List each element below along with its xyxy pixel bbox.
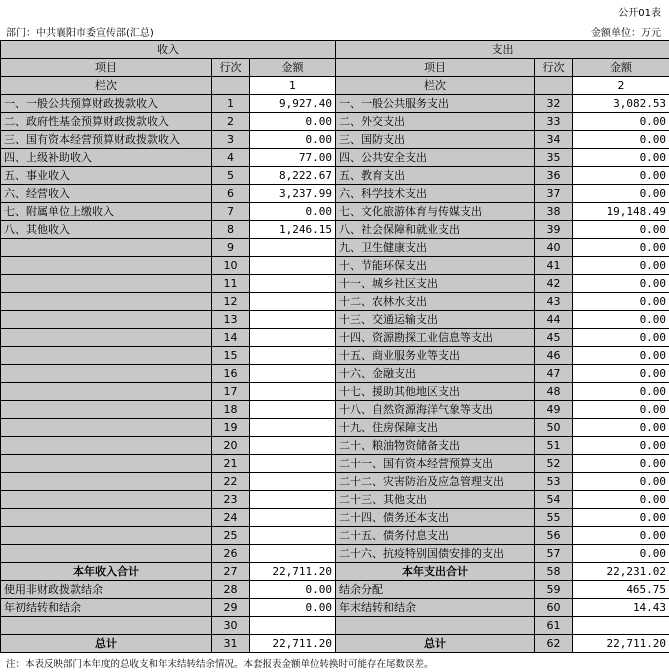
income-amount	[250, 365, 336, 383]
income-item	[1, 437, 212, 455]
income-row-no: 29	[212, 599, 250, 617]
expense-amount: 3,082.53	[573, 95, 669, 113]
expense-item: 三、国防支出	[336, 131, 535, 149]
income-amount	[250, 419, 336, 437]
income-item: 五、事业收入	[1, 167, 212, 185]
table-row	[1, 491, 669, 509]
income-amount: 77.00	[250, 149, 336, 167]
expense-item: 十五、商业服务业等支出	[336, 347, 535, 365]
income-row-no: 26	[212, 545, 250, 563]
income-item	[1, 545, 212, 563]
unit-label: 金额单位：万元	[591, 28, 661, 39]
expense-row-no: 41	[535, 257, 573, 275]
expense-item: 二十五、债务付息支出	[336, 527, 535, 545]
income-item	[1, 275, 212, 293]
expense-row-no: 60	[535, 599, 573, 617]
income-item	[1, 491, 212, 509]
expense-amount: 0.00	[573, 257, 669, 275]
expense-amount: 0.00	[573, 275, 669, 293]
income-row-no: 8	[212, 221, 250, 239]
expense-amount: 0.00	[573, 401, 669, 419]
expense-row-no: 35	[535, 149, 573, 167]
income-amount: 0.00	[250, 581, 336, 599]
table-row	[1, 365, 669, 383]
expense-item: 一、一般公共服务支出	[336, 95, 535, 113]
income-row-no: 24	[212, 509, 250, 527]
income-amount: 0.00	[250, 113, 336, 131]
income-row-no: 22	[212, 473, 250, 491]
income-item	[1, 347, 212, 365]
income-amount	[250, 545, 336, 563]
expense-amount: 0.00	[573, 419, 669, 437]
income-amount	[250, 257, 336, 275]
income-item: 年初结转和结余	[1, 599, 212, 617]
table-row	[1, 473, 669, 491]
expense-amount: 0.00	[573, 329, 669, 347]
table-row	[1, 167, 669, 185]
expense-amount: 0.00	[573, 473, 669, 491]
income-row-no: 25	[212, 527, 250, 545]
expense-amount: 0.00	[573, 185, 669, 203]
income-header: 收入	[1, 41, 336, 59]
form-code-row	[0, 0, 669, 22]
income-item	[1, 527, 212, 545]
income-item	[1, 329, 212, 347]
income-col-empty	[212, 77, 250, 95]
expense-row-no: 56	[535, 527, 573, 545]
income-row-no: 17	[212, 383, 250, 401]
income-amount: 0.00	[250, 131, 336, 149]
income-amount	[250, 509, 336, 527]
expense-row-no: 53	[535, 473, 573, 491]
expense-item: 七、文化旅游体育与传媒支出	[336, 203, 535, 221]
income-amount	[250, 347, 336, 365]
expense-row-no: 54	[535, 491, 573, 509]
expense-amount: 465.75	[573, 581, 669, 599]
table-row	[1, 221, 669, 239]
income-item	[1, 455, 212, 473]
expense-item-header: 项目	[336, 59, 535, 77]
income-amount	[250, 437, 336, 455]
table-row	[1, 203, 669, 221]
expense-header: 支出	[336, 41, 669, 59]
income-amount	[250, 311, 336, 329]
expense-item: 五、教育支出	[336, 167, 535, 185]
table-row	[1, 617, 669, 635]
income-row-no: 5	[212, 167, 250, 185]
table-row	[1, 239, 669, 257]
income-row-no: 2	[212, 113, 250, 131]
expense-row-no: 34	[535, 131, 573, 149]
expense-row-no: 48	[535, 383, 573, 401]
expense-item: 年末结转和结余	[336, 599, 535, 617]
expense-amount: 0.00	[573, 347, 669, 365]
expense-amount: 0.00	[573, 311, 669, 329]
income-item	[1, 239, 212, 257]
income-item	[1, 293, 212, 311]
table-row	[1, 527, 669, 545]
expense-amount: 0.00	[573, 437, 669, 455]
table-row	[1, 95, 669, 113]
expense-col-empty	[535, 77, 573, 95]
income-item: 本年收入合计	[1, 563, 212, 581]
section-header-row	[1, 41, 669, 59]
income-item: 二、政府性基金预算财政拨款收入	[1, 113, 212, 131]
expense-row-no: 62	[535, 635, 573, 653]
expense-row-no: 57	[535, 545, 573, 563]
income-row-no: 6	[212, 185, 250, 203]
income-item: 一、一般公共预算财政拨款收入	[1, 95, 212, 113]
income-col-number: 1	[250, 77, 336, 95]
table-row	[1, 455, 669, 473]
expense-amount: 14.43	[573, 599, 669, 617]
table-row	[1, 293, 669, 311]
expense-amount: 22,231.02	[573, 563, 669, 581]
meta-row	[0, 22, 669, 40]
income-item	[1, 473, 212, 491]
expense-row-no: 38	[535, 203, 573, 221]
table-row	[1, 419, 669, 437]
expense-amount: 0.00	[573, 131, 669, 149]
expense-row-no: 37	[535, 185, 573, 203]
income-col-label: 栏次	[1, 77, 212, 95]
expense-amount: 0.00	[573, 113, 669, 131]
grand-total-row	[1, 635, 669, 653]
expense-row-no: 58	[535, 563, 573, 581]
expense-item: 十七、援助其他地区支出	[336, 383, 535, 401]
income-item	[1, 257, 212, 275]
table-row	[1, 149, 669, 167]
income-amount: 9,927.40	[250, 95, 336, 113]
table-row	[1, 185, 669, 203]
income-row-no: 1	[212, 95, 250, 113]
expense-item: 六、科学技术支出	[336, 185, 535, 203]
income-row-no: 28	[212, 581, 250, 599]
income-item: 六、经营收入	[1, 185, 212, 203]
income-amount: 22,711.20	[250, 563, 336, 581]
expense-item: 十九、住房保障支出	[336, 419, 535, 437]
expense-amount: 0.00	[573, 149, 669, 167]
expense-amount: 0.00	[573, 365, 669, 383]
income-amount: 8,222.67	[250, 167, 336, 185]
table-row	[1, 347, 669, 365]
income-row-no: 10	[212, 257, 250, 275]
income-row-no: 9	[212, 239, 250, 257]
income-row-no: 16	[212, 365, 250, 383]
income-row-no: 30	[212, 617, 250, 635]
expense-amount: 0.00	[573, 455, 669, 473]
expense-item: 十六、金融支出	[336, 365, 535, 383]
income-row-no: 4	[212, 149, 250, 167]
expense-row-no: 40	[535, 239, 573, 257]
income-amount	[250, 527, 336, 545]
expense-row-no: 46	[535, 347, 573, 365]
expense-item: 十八、自然资源海洋气象等支出	[336, 401, 535, 419]
department-label: 部门：中共襄阳市委宣传部(汇总)	[6, 28, 154, 39]
income-amount	[250, 455, 336, 473]
expense-item: 二十四、债务还本支出	[336, 509, 535, 527]
income-item: 三、国有资本经营预算财政拨款收入	[1, 131, 212, 149]
expense-amount: 19,148.49	[573, 203, 669, 221]
expense-item: 十一、城乡社区支出	[336, 275, 535, 293]
table-row	[1, 383, 669, 401]
income-row-no: 12	[212, 293, 250, 311]
expense-row-no: 50	[535, 419, 573, 437]
expense-item	[336, 617, 535, 635]
income-rowno-header: 行次	[212, 59, 250, 77]
income-amount: 1,246.15	[250, 221, 336, 239]
expense-amount: 0.00	[573, 239, 669, 257]
expense-amount: 0.00	[573, 167, 669, 185]
income-amount	[250, 473, 336, 491]
income-item-header: 项目	[1, 59, 212, 77]
income-item	[1, 509, 212, 527]
expense-row-no: 47	[535, 365, 573, 383]
income-row-no: 19	[212, 419, 250, 437]
expense-row-no: 51	[535, 437, 573, 455]
expense-col-label: 栏次	[336, 77, 535, 95]
table-row	[1, 509, 669, 527]
expense-item: 二十一、国有资本经营预算支出	[336, 455, 535, 473]
income-amount	[250, 491, 336, 509]
table-row	[1, 275, 669, 293]
income-row-no: 7	[212, 203, 250, 221]
income-amount	[250, 383, 336, 401]
table-row	[1, 113, 669, 131]
income-amount	[250, 239, 336, 257]
income-row-no: 21	[212, 455, 250, 473]
form-code: 公开01表	[618, 8, 661, 19]
income-item: 使用非财政拨款结余	[1, 581, 212, 599]
expense-amount	[573, 617, 669, 635]
income-row-no: 14	[212, 329, 250, 347]
income-row-no: 20	[212, 437, 250, 455]
expense-row-no: 32	[535, 95, 573, 113]
expense-item: 二、外交支出	[336, 113, 535, 131]
income-item: 八、其他收入	[1, 221, 212, 239]
expense-item: 结余分配	[336, 581, 535, 599]
table-row	[1, 545, 669, 563]
expense-item: 十三、交通运输支出	[336, 311, 535, 329]
income-amount: 0.00	[250, 599, 336, 617]
income-item	[1, 617, 212, 635]
expense-item: 十四、资源勘探工业信息等支出	[336, 329, 535, 347]
expense-item: 二十六、抗疫特别国债安排的支出	[336, 545, 535, 563]
expense-item: 九、卫生健康支出	[336, 239, 535, 257]
expense-row-no: 36	[535, 167, 573, 185]
income-item	[1, 383, 212, 401]
expense-col-number: 2	[573, 77, 669, 95]
table-row	[1, 581, 669, 599]
expense-amount: 0.00	[573, 383, 669, 401]
income-item: 四、上级补助收入	[1, 149, 212, 167]
column-header-row	[1, 59, 669, 77]
expense-item: 二十二、灾害防治及应急管理支出	[336, 473, 535, 491]
income-row-no: 11	[212, 275, 250, 293]
expense-item: 十、节能环保支出	[336, 257, 535, 275]
expense-amount: 22,711.20	[573, 635, 669, 653]
income-row-no: 3	[212, 131, 250, 149]
income-amount	[250, 617, 336, 635]
expense-row-no: 39	[535, 221, 573, 239]
income-item	[1, 419, 212, 437]
income-amount	[250, 293, 336, 311]
expense-rowno-header: 行次	[535, 59, 573, 77]
income-item	[1, 401, 212, 419]
expense-row-no: 52	[535, 455, 573, 473]
expense-item: 总计	[336, 635, 535, 653]
expense-item: 二十三、其他支出	[336, 491, 535, 509]
footnote: 注：本表反映部门本年度的总收支和年末结转结余情况。本套报表金额单位转换时可能存在尾数误差。	[6, 659, 434, 670]
expense-item: 八、社会保障和就业支出	[336, 221, 535, 239]
table-row	[1, 329, 669, 347]
expense-row-no: 33	[535, 113, 573, 131]
expense-amount: 0.00	[573, 527, 669, 545]
expense-row-no: 42	[535, 275, 573, 293]
income-row-no: 31	[212, 635, 250, 653]
year-total-row	[1, 563, 669, 581]
income-amount: 0.00	[250, 203, 336, 221]
income-amount	[250, 329, 336, 347]
income-row-no: 27	[212, 563, 250, 581]
income-row-no: 18	[212, 401, 250, 419]
expense-amount: 0.00	[573, 293, 669, 311]
expense-row-no: 49	[535, 401, 573, 419]
expense-amount: 0.00	[573, 545, 669, 563]
income-row-no: 15	[212, 347, 250, 365]
income-amount: 22,711.20	[250, 635, 336, 653]
expense-item: 十二、农林水支出	[336, 293, 535, 311]
expense-amount: 0.00	[573, 509, 669, 527]
expense-row-no: 45	[535, 329, 573, 347]
expense-row-no: 44	[535, 311, 573, 329]
income-amount	[250, 275, 336, 293]
expense-row-no: 61	[535, 617, 573, 635]
table-row	[1, 401, 669, 419]
income-item: 总计	[1, 635, 212, 653]
income-amount: 3,237.99	[250, 185, 336, 203]
income-expense-table	[0, 40, 669, 653]
expense-item: 四、公共安全支出	[336, 149, 535, 167]
table-row	[1, 131, 669, 149]
income-item: 七、附属单位上缴收入	[1, 203, 212, 221]
income-amount-header: 金额	[250, 59, 336, 77]
expense-amount-header: 金额	[573, 59, 669, 77]
expense-item: 二十、粮油物资储备支出	[336, 437, 535, 455]
expense-amount: 0.00	[573, 221, 669, 239]
expense-row-no: 55	[535, 509, 573, 527]
table-row	[1, 437, 669, 455]
expense-row-no: 59	[535, 581, 573, 599]
income-row-no: 13	[212, 311, 250, 329]
expense-item: 本年支出合计	[336, 563, 535, 581]
income-amount	[250, 401, 336, 419]
income-item	[1, 311, 212, 329]
column-index-row	[1, 77, 669, 95]
table-row	[1, 599, 669, 617]
income-item	[1, 365, 212, 383]
table-row	[1, 311, 669, 329]
expense-amount: 0.00	[573, 491, 669, 509]
income-row-no: 23	[212, 491, 250, 509]
expense-row-no: 43	[535, 293, 573, 311]
table-row	[1, 257, 669, 275]
